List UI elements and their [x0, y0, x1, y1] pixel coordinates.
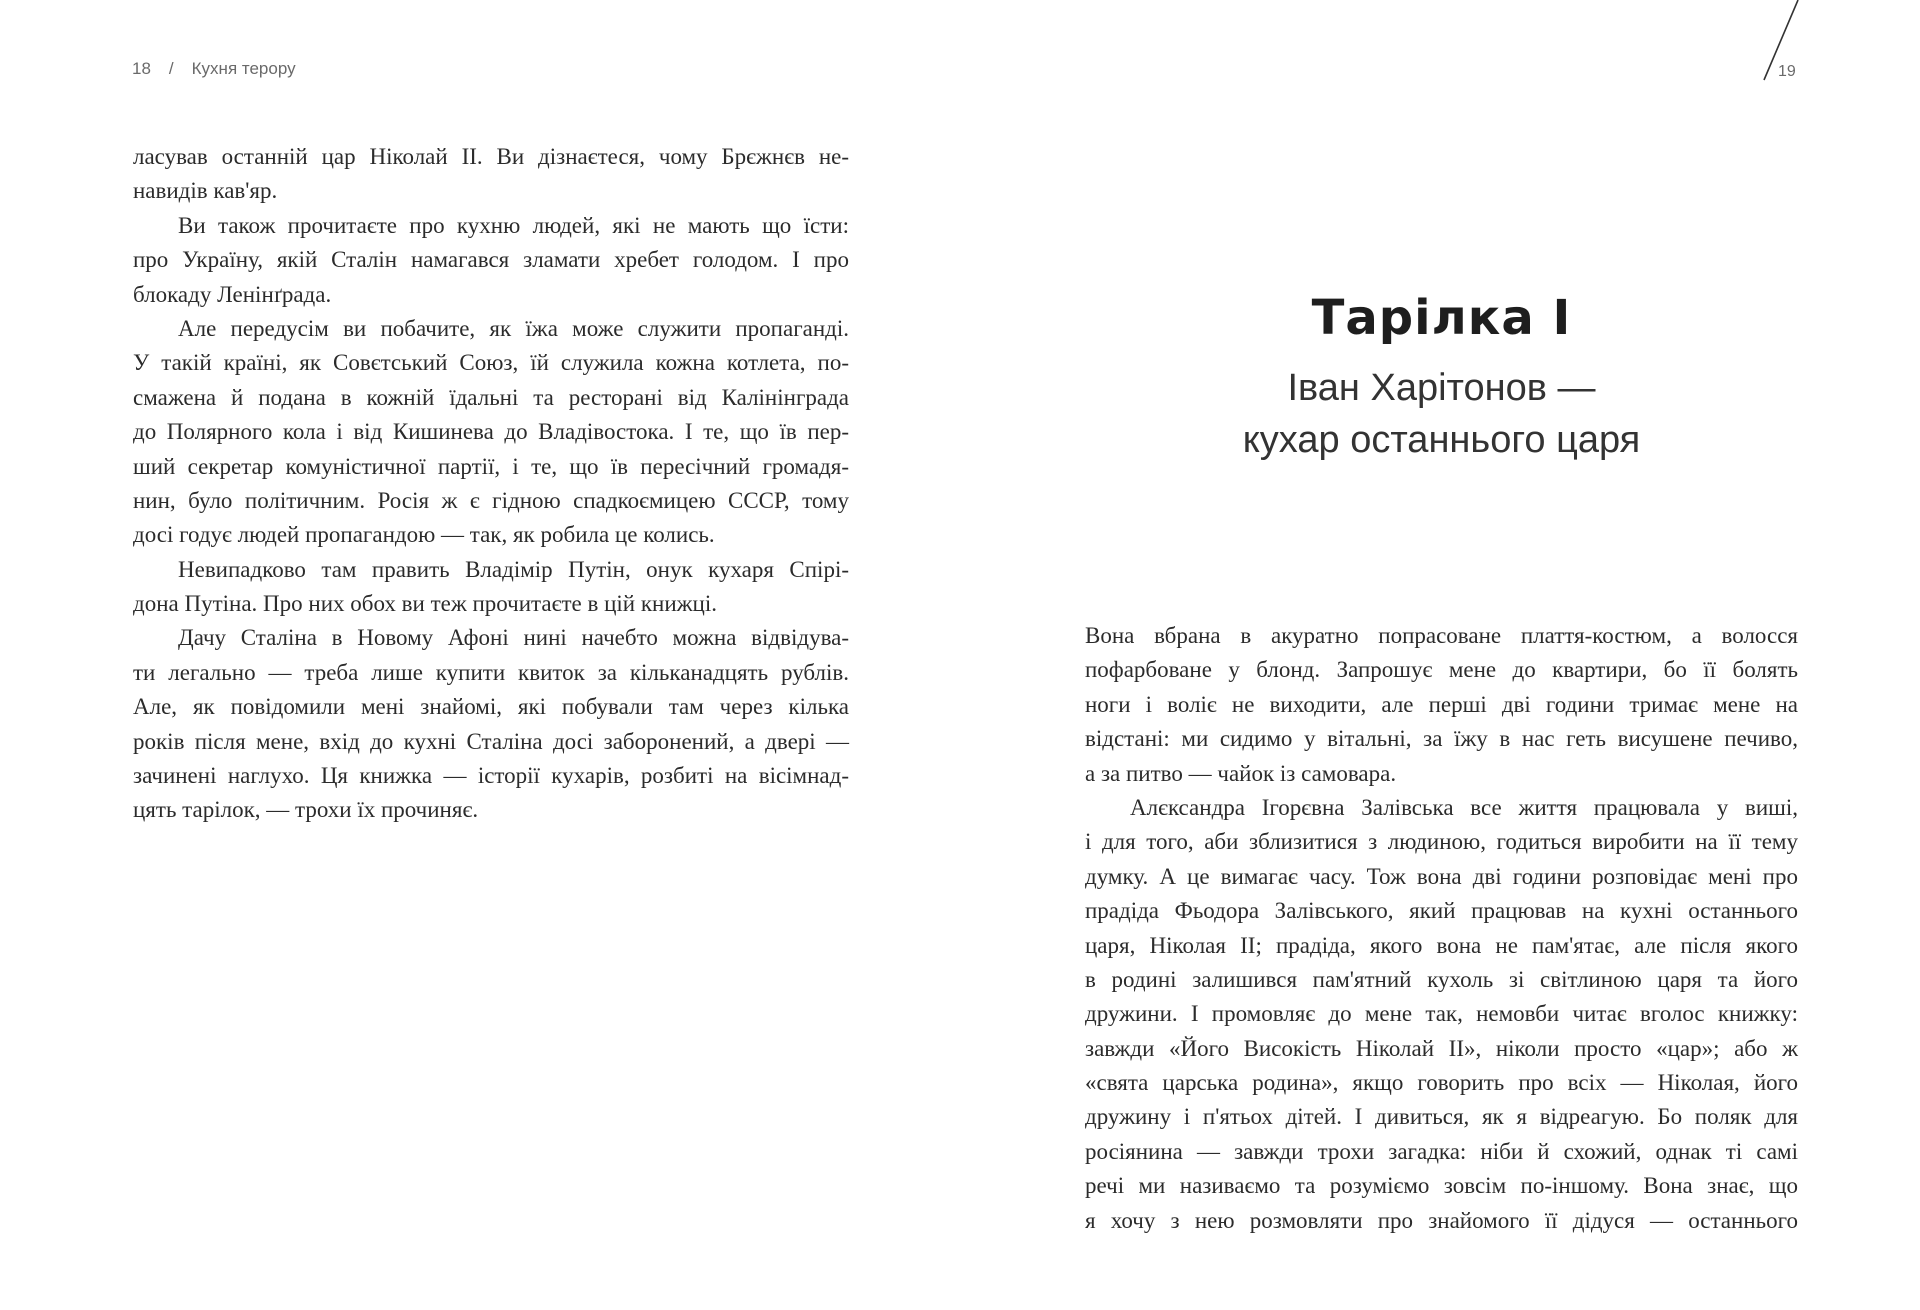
text-line: Невипадково там править Владімір Путін, онук кухаря Спірі-: [178, 556, 849, 582]
header-separator: /: [168, 59, 174, 78]
text-line: зачинені наглухо. Ця книжка — історії кухарів, розбиті на вісімнад-: [133, 763, 849, 789]
text-line: Вона вбрана в акуратно попрасоване плаття-костюм, а волосся: [1085, 623, 1798, 648]
running-title: Кухня терору: [191, 59, 296, 78]
paragraph: [133, 312, 849, 553]
text-line: смажена й подана в кожній їдальні та ресторані від Калінінграда: [133, 384, 849, 410]
right-page-body: [1085, 619, 1798, 1238]
text-line: ноги і воліє не виходити, але перші дві години тримає мене на: [1085, 691, 1798, 717]
paragraph: [133, 553, 849, 622]
text-line: думку. А це вимагає часу. Тож вона дві години розповідає мені про: [1085, 863, 1798, 889]
page-number-left: 18: [132, 59, 151, 78]
text-line: цять тарілок, — трохи їх прочиняє.: [133, 797, 479, 823]
text-line: Але передусім ви побачите, як їжа може служити пропаганді.: [178, 315, 849, 341]
chapter-subtitle-line: кухар останнього царя: [1242, 419, 1641, 461]
chapter-title: Тарілка І: [1311, 290, 1572, 346]
text-line: Алєксандра Ігорєвна Залівська все життя працювала у виші,: [1130, 794, 1798, 820]
text-line: царя, Ніколая ІІ; прадіда, якого вона не пам'ятає, але після якого: [1085, 932, 1798, 958]
text-line: прадіда Фьодора Залівського, який працював на кухні останнього: [1085, 898, 1798, 924]
chapter-subtitle: [1085, 362, 1798, 466]
text-line: в родині залишився пам'ятний кухоль зі світлиною царя та його: [1085, 966, 1798, 992]
text-line: росіянина — завжди трохи загадка: ніби й схожий, однак ті самі: [1085, 1138, 1798, 1164]
text-line: дружину і п'ятьох дітей. І дивиться, як я відреагую. Бо поляк для: [1085, 1104, 1798, 1130]
text-line: дружини. І промовляє до мене так, немовби читає вголос книжку:: [1085, 1001, 1798, 1027]
text-line: Але, як повідомили мені знайомі, які побували там через кілька: [133, 694, 849, 720]
text-line: ший секретар комуністичної партії, і те, що їв пересічний громадя-: [133, 453, 849, 479]
text-line: блокаду Ленінґрада.: [133, 281, 332, 307]
text-line: досі годує людей пропагандою — так, як робила це колись.: [133, 522, 715, 548]
text-line: пофарбоване у блонд. Запрошує мене до квартири, бо її болять: [1085, 657, 1798, 683]
text-line: навидів кав'яр.: [133, 178, 278, 204]
text-line: завжди «Його Високість Ніколай ІІ», ніколи просто «цар»; або ж: [1085, 1035, 1798, 1061]
text-line: «свята царська родина», якщо говорить про всіх — Ніколая, його: [1085, 1070, 1798, 1096]
text-line: ти легально — треба лише купити квиток за кільканадцять рублів.: [133, 659, 849, 685]
text-line: Ви також прочитаєте про кухню людей, які не мають що їсти:: [178, 212, 849, 238]
text-line: дона Путіна. Про них обох ви теж прочитаєте в цій книжці.: [133, 591, 717, 617]
text-line: до Полярного кола і від Кишинева до Владівостока. І те, що їв пер-: [133, 419, 849, 445]
text-line: ласував останній цар Ніколай ІІ. Ви дізнаєтеся, чому Брєжнєв не-: [133, 144, 849, 169]
text-line: років після мене, вхід до кухні Сталіна досі заборонений, а двері —: [133, 728, 849, 754]
text-line: речі ми називаємо та розуміємо зовсім по-іншому. Вона знає, що: [1085, 1173, 1798, 1199]
left-page-body: [133, 140, 849, 828]
text-line: відстані: ми сидимо у вітальні, за їжу в нас геть висушене печиво,: [1085, 726, 1798, 752]
text-line: а за питво — чайок із самовара.: [1085, 760, 1397, 786]
page-number-right: 19: [1778, 63, 1796, 80]
text-line: я хочу з нею розмовляти про знайомого її дідуся — останнього: [1085, 1207, 1798, 1233]
text-line: У такій країні, як Совєтський Союз, їй служила кожна котлета, по-: [133, 350, 849, 376]
paragraph: [133, 209, 849, 312]
paragraph: [133, 621, 849, 827]
paragraph: [133, 140, 849, 209]
paragraph: [1085, 791, 1798, 1238]
text-line: і для того, аби зблизитися з людиною, годиться виробити на її тему: [1085, 829, 1798, 855]
chapter-subtitle-line: Іван Харітонов —: [1287, 367, 1596, 409]
text-line: нин, було політичним. Росія ж є гідною спадкоємицею СССР, тому: [133, 487, 849, 513]
page-corner-slash-decoration: [0, 0, 1920, 100]
text-line: про Україну, якій Сталін намагався зламати хребет голодом. І про: [133, 247, 849, 273]
paragraph: [1085, 619, 1798, 791]
text-line: Дачу Сталіна в Новому Афоні нині начебто можна відвідува-: [178, 625, 849, 651]
